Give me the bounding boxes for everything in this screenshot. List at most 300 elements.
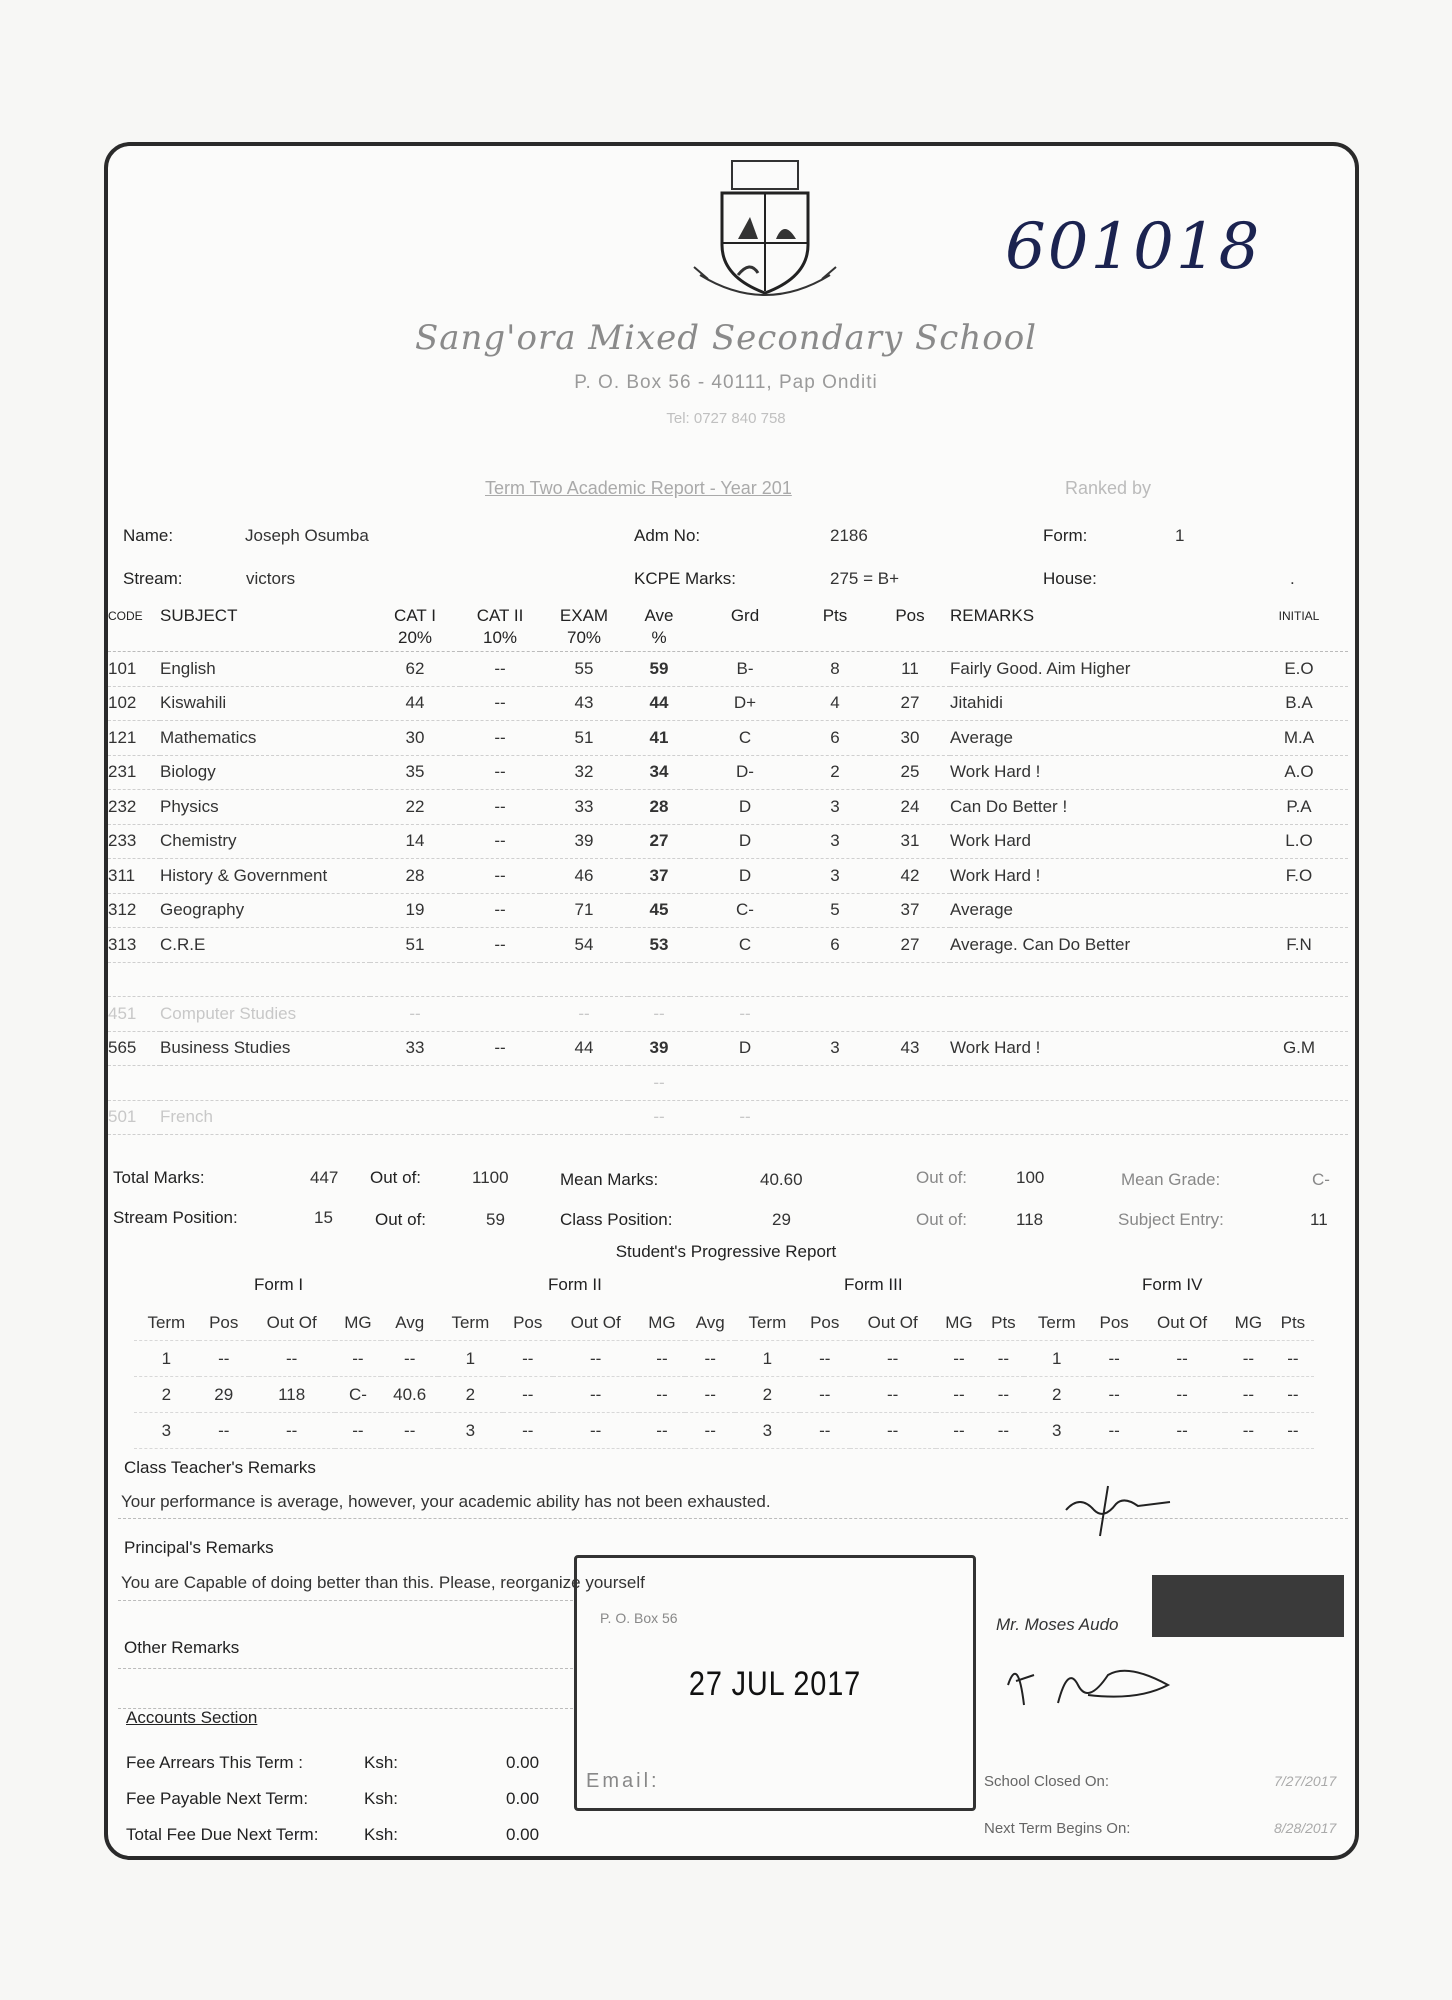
principal-signature-icon: [998, 1645, 1178, 1725]
cell-pts: [800, 1066, 870, 1101]
cell-code: 102: [108, 686, 160, 721]
progress-cell: 2: [134, 1377, 199, 1413]
cell-code: 121: [108, 721, 160, 756]
table-row: [108, 1100, 1348, 1135]
cell-subject: Chemistry: [160, 824, 370, 859]
progress-cell: 1: [134, 1341, 199, 1377]
cell-grd: D: [690, 859, 800, 894]
cell-ave: 37: [628, 859, 690, 894]
cell-remarks: Work Hard: [950, 824, 1250, 859]
progress-header-cell: Out Of: [553, 1305, 639, 1341]
progress-cell: C-: [335, 1377, 382, 1413]
cell-exam: 51: [540, 721, 628, 756]
cell-initial: M.A: [1250, 721, 1348, 756]
cell-subject: C.R.E: [160, 928, 370, 963]
progress-cell: --: [553, 1341, 639, 1377]
class-teacher-remarks: Your performance is average, however, your academic ability has not been exhausted.: [121, 1492, 771, 1511]
class-teacher-signature-icon: [1060, 1480, 1180, 1540]
cell-pos: 31: [870, 824, 950, 859]
cell-subject: History & Government: [160, 859, 370, 894]
progress-header-cell: MG: [335, 1305, 382, 1341]
table-row: [108, 824, 1348, 859]
progress-cell: 3: [735, 1413, 800, 1449]
cell-initial: [1250, 997, 1348, 1032]
cell-remarks: Average: [950, 893, 1250, 928]
progress-cell: --: [1139, 1377, 1225, 1413]
cell-pos: 27: [870, 928, 950, 963]
cell-pos: 24: [870, 790, 950, 825]
accounts-title: Accounts Section: [126, 1708, 258, 1727]
cell-remarks: Work Hard !: [950, 755, 1250, 790]
account-cur: Ksh:: [364, 1825, 399, 1844]
progress-cell: --: [850, 1413, 936, 1449]
progress-cell: --: [982, 1341, 1024, 1377]
table-row: [108, 652, 1348, 687]
progress-cell: --: [936, 1413, 983, 1449]
account-amount: 0.00: [506, 1825, 540, 1844]
progress-header-cell: Avg: [685, 1305, 735, 1341]
cell-cat2: --: [460, 790, 540, 825]
account-label: Total Fee Due Next Term:: [126, 1825, 319, 1844]
account-cur: Ksh:: [364, 1753, 399, 1772]
cell-exam: [540, 1066, 628, 1101]
redacted-block: [1152, 1575, 1344, 1637]
cell-cat2: [460, 997, 540, 1032]
school-crest-icon: [680, 155, 850, 305]
form-value: 1: [1175, 526, 1185, 545]
progress-cell: --: [1089, 1341, 1139, 1377]
progress-header-cell: Pos: [503, 1305, 553, 1341]
cell-initial: A.O: [1250, 755, 1348, 790]
progress-header-cell: Pos: [199, 1305, 249, 1341]
cell-code: 501: [108, 1100, 160, 1135]
cell-initial: [1250, 962, 1348, 997]
cell-remarks: [950, 997, 1250, 1032]
cell-exam: --: [540, 997, 628, 1032]
progress-cell: --: [503, 1413, 553, 1449]
progress-cell: 1: [438, 1341, 503, 1377]
progress-cell: 1: [1024, 1341, 1089, 1377]
progress-row: [134, 1413, 1314, 1449]
progress-cell: --: [249, 1413, 335, 1449]
progress-header-cell: MG: [936, 1305, 983, 1341]
col-pts: Pts: [800, 603, 870, 652]
cell-remarks: Can Do Better !: [950, 790, 1250, 825]
col-exam: EXAM 70%: [540, 603, 628, 652]
account-cur: Ksh:: [364, 1789, 399, 1808]
progress-cell: --: [553, 1377, 639, 1413]
col-cat2: CAT II 10%: [460, 603, 540, 652]
cell-cat1: [370, 962, 460, 997]
cell-ave: --: [628, 1100, 690, 1135]
cell-cat2: --: [460, 893, 540, 928]
progress-header-cell: MG: [1225, 1305, 1272, 1341]
cell-pts: 2: [800, 755, 870, 790]
cell-cat1: 14: [370, 824, 460, 859]
progress-cell: 118: [249, 1377, 335, 1413]
progress-cell: --: [335, 1341, 382, 1377]
mean-marks: 40.60: [760, 1170, 803, 1189]
cell-exam: 71: [540, 893, 628, 928]
account-label: Fee Payable Next Term:: [126, 1789, 309, 1808]
total-outof: 1100: [472, 1168, 509, 1187]
progress-cell: --: [553, 1413, 639, 1449]
cell-grd: D: [690, 824, 800, 859]
cell-grd: --: [690, 1100, 800, 1135]
cell-initial: [1250, 1066, 1348, 1101]
mean-grade-label: Mean Grade:: [1121, 1170, 1221, 1189]
progress-cell: --: [503, 1377, 553, 1413]
table-row: [108, 928, 1348, 963]
cell-grd: [690, 1066, 800, 1101]
cell-cat2: --: [460, 859, 540, 894]
progress-cell: --: [249, 1341, 335, 1377]
cell-exam: 54: [540, 928, 628, 963]
progress-cell: --: [381, 1341, 438, 1377]
progress-cell: 1: [735, 1341, 800, 1377]
cell-cat2: [460, 1066, 540, 1101]
cell-subject: French: [160, 1100, 370, 1135]
kcpe-value: 275 = B+: [830, 569, 900, 588]
cell-pts: 3: [800, 859, 870, 894]
cell-cat1: [370, 1100, 460, 1135]
mean-marks-label: Mean Marks:: [560, 1170, 659, 1189]
cell-ave: --: [628, 1066, 690, 1101]
cell-pos: [870, 1066, 950, 1101]
cell-pts: 6: [800, 928, 870, 963]
cell-cat2: --: [460, 721, 540, 756]
progress-cell: --: [936, 1377, 983, 1413]
stamp-top-text: P. O. Box 56: [600, 1610, 678, 1626]
table-row: [108, 962, 1348, 997]
cell-exam: 43: [540, 686, 628, 721]
class-teacher-remarks-title: Class Teacher's Remarks: [124, 1458, 316, 1477]
progress-cell: --: [1139, 1341, 1225, 1377]
cell-code: [108, 1066, 160, 1101]
cell-ave: 34: [628, 755, 690, 790]
progress-title: Student's Progressive Report: [615, 1242, 837, 1261]
subject-entry: 11: [1310, 1210, 1328, 1229]
cell-cat2: --: [460, 755, 540, 790]
cell-grd: C: [690, 928, 800, 963]
principal-remarks-title: Principal's Remarks: [124, 1538, 274, 1557]
cell-cat2: --: [460, 686, 540, 721]
cell-exam: 55: [540, 652, 628, 687]
cell-pts: 5: [800, 893, 870, 928]
cell-exam: 33: [540, 790, 628, 825]
progress-cell: 2: [438, 1377, 503, 1413]
table-row: [108, 1066, 1348, 1101]
cell-initial: L.O: [1250, 824, 1348, 859]
cell-cat2: --: [460, 652, 540, 687]
cell-exam: [540, 962, 628, 997]
cell-cat2: --: [460, 1031, 540, 1066]
cell-subject: Mathematics: [160, 721, 370, 756]
progress-header-cell: Pts: [1272, 1305, 1314, 1341]
cell-cat2: [460, 962, 540, 997]
stream-outof-label: Out of:: [375, 1210, 427, 1229]
cell-grd: C: [690, 721, 800, 756]
ranked-by: Ranked by: [1065, 478, 1152, 498]
cell-initial: [1250, 1100, 1348, 1135]
progress-table: [134, 1305, 1314, 1449]
progress-cell: --: [800, 1341, 850, 1377]
cell-exam: 32: [540, 755, 628, 790]
progress-row: [134, 1377, 1314, 1413]
cell-grd: D: [690, 1031, 800, 1066]
progress-cell: --: [685, 1341, 735, 1377]
progress-cell: --: [639, 1341, 686, 1377]
stream-value: victors: [246, 569, 296, 588]
cell-remarks: Fairly Good. Aim Higher: [950, 652, 1250, 687]
cell-initial: E.O: [1250, 652, 1348, 687]
form-3-heading: Form III: [844, 1275, 903, 1294]
progress-cell: --: [982, 1377, 1024, 1413]
progress-cell: 3: [438, 1413, 503, 1449]
cell-grd: D-: [690, 755, 800, 790]
cell-remarks: Average. Can Do Better: [950, 928, 1250, 963]
progress-header-cell: Avg: [381, 1305, 438, 1341]
cell-cat2: --: [460, 824, 540, 859]
progress-cell: 29: [199, 1377, 249, 1413]
cell-pos: [870, 962, 950, 997]
cell-code: 312: [108, 893, 160, 928]
progress-header-row: [134, 1305, 1314, 1341]
cell-subject: Business Studies: [160, 1031, 370, 1066]
cell-pos: 25: [870, 755, 950, 790]
cell-pts: 8: [800, 652, 870, 687]
progress-cell: 2: [1024, 1377, 1089, 1413]
progress-header-cell: Pts: [982, 1305, 1024, 1341]
table-row: [108, 893, 1348, 928]
cell-initial: B.A: [1250, 686, 1348, 721]
mean-outof: 100: [1016, 1168, 1045, 1187]
cell-pos: 30: [870, 721, 950, 756]
progress-cell: --: [1272, 1341, 1314, 1377]
cell-remarks: [950, 1100, 1250, 1135]
name-label: Name:: [123, 526, 174, 545]
cell-grd: D+: [690, 686, 800, 721]
cell-cat1: 28: [370, 859, 460, 894]
cell-pos: [870, 997, 950, 1032]
col-ave: Ave %: [628, 603, 690, 652]
kcpe-label: KCPE Marks:: [634, 569, 737, 588]
cell-grd: D: [690, 790, 800, 825]
cell-remarks: Work Hard !: [950, 1031, 1250, 1066]
progress-cell: 40.6: [381, 1377, 438, 1413]
principal-remarks: You are Capable of doing better than this. Please, reorganize yourself: [121, 1573, 645, 1592]
cell-cat1: 51: [370, 928, 460, 963]
cell-cat1: [370, 1066, 460, 1101]
progress-cell: --: [850, 1341, 936, 1377]
table-row: [108, 721, 1348, 756]
cell-grd: B-: [690, 652, 800, 687]
col-grd: Grd: [690, 603, 800, 652]
progress-cell: --: [1272, 1413, 1314, 1449]
progress-header-cell: Pos: [800, 1305, 850, 1341]
cell-pts: [800, 962, 870, 997]
progress-cell: --: [850, 1377, 936, 1413]
cell-cat2: --: [460, 928, 540, 963]
cell-subject: Biology: [160, 755, 370, 790]
cell-cat1: 35: [370, 755, 460, 790]
cell-cat1: 22: [370, 790, 460, 825]
class-position-label: Class Position:: [560, 1210, 673, 1229]
progress-cell: --: [1272, 1377, 1314, 1413]
progress-cell: --: [1089, 1413, 1139, 1449]
progress-header-cell: Term: [438, 1305, 503, 1341]
school-closed-label: School Closed On:: [984, 1773, 1110, 1790]
student-name: Joseph Osumba: [245, 526, 369, 545]
cell-pts: [800, 997, 870, 1032]
next-term-date: 8/28/2017: [1274, 1820, 1337, 1836]
cell-remarks: [950, 962, 1250, 997]
cell-cat1: 44: [370, 686, 460, 721]
house-label: House:: [1043, 569, 1097, 588]
progress-cell: --: [1225, 1377, 1272, 1413]
cell-pos: 43: [870, 1031, 950, 1066]
cell-subject: [160, 1066, 370, 1101]
cell-exam: 39: [540, 824, 628, 859]
progress-row: [134, 1341, 1314, 1377]
cell-remarks: Work Hard !: [950, 859, 1250, 894]
cell-pos: 42: [870, 859, 950, 894]
form-2-heading: Form II: [548, 1275, 602, 1294]
cell-remarks: Jitahidi: [950, 686, 1250, 721]
progress-header-cell: Term: [1024, 1305, 1089, 1341]
cell-subject: Computer Studies: [160, 997, 370, 1032]
table-row: [108, 1031, 1348, 1066]
col-code: CODE: [108, 603, 160, 652]
col-initial: INITIAL: [1250, 603, 1348, 652]
table-row: [108, 997, 1348, 1032]
cell-cat1: 30: [370, 721, 460, 756]
adm-no: 2186: [830, 526, 868, 545]
progress-cell: --: [199, 1341, 249, 1377]
cell-pos: 27: [870, 686, 950, 721]
account-label: Fee Arrears This Term :: [126, 1753, 303, 1772]
marks-table: [108, 603, 1348, 1135]
cell-subject: Physics: [160, 790, 370, 825]
cell-cat1: 62: [370, 652, 460, 687]
next-term-label: Next Term Begins On:: [984, 1820, 1131, 1837]
cell-pts: 3: [800, 824, 870, 859]
form-label: Form:: [1043, 526, 1088, 545]
table-row: [108, 859, 1348, 894]
stamp-date: 27 JUL 2017: [688, 1665, 862, 1703]
account-amount: 0.00: [506, 1753, 540, 1772]
cell-remarks: [950, 1066, 1250, 1101]
cell-code: 451: [108, 997, 160, 1032]
cell-code: 313: [108, 928, 160, 963]
cell-initial: F.N: [1250, 928, 1348, 963]
cell-pts: 3: [800, 790, 870, 825]
stream-position-label: Stream Position:: [113, 1208, 238, 1227]
adm-label: Adm No:: [634, 526, 701, 545]
cell-code: [108, 962, 160, 997]
progress-cell: --: [685, 1377, 735, 1413]
cell-exam: [540, 1100, 628, 1135]
progress-cell: --: [639, 1413, 686, 1449]
school-name: Sang'ora Mixed Secondary School: [414, 318, 1038, 358]
progress-cell: --: [1089, 1377, 1139, 1413]
handwritten-number: 601018: [1005, 210, 1262, 284]
col-remarks: REMARKS: [950, 603, 1250, 652]
school-address: P. O. Box 56 - 40111, Pap Onditi: [574, 372, 878, 393]
cell-ave: 59: [628, 652, 690, 687]
cell-grd: [690, 962, 800, 997]
cell-exam: 46: [540, 859, 628, 894]
report-title: Term Two Academic Report - Year 201: [485, 478, 792, 498]
cell-cat1: 19: [370, 893, 460, 928]
progress-header-cell: Out Of: [1139, 1305, 1225, 1341]
cell-exam: 44: [540, 1031, 628, 1066]
cell-pts: 3: [800, 1031, 870, 1066]
progress-cell: --: [381, 1413, 438, 1449]
cell-grd: C-: [690, 893, 800, 928]
col-subject: SUBJECT: [160, 603, 370, 652]
cell-cat1: --: [370, 997, 460, 1032]
cell-code: 101: [108, 652, 160, 687]
progress-cell: --: [982, 1413, 1024, 1449]
cell-subject: Geography: [160, 893, 370, 928]
progress-cell: --: [936, 1341, 983, 1377]
cell-ave: 28: [628, 790, 690, 825]
school-closed-date: 7/27/2017: [1274, 1773, 1337, 1789]
progress-cell: --: [639, 1377, 686, 1413]
progress-cell: --: [1225, 1413, 1272, 1449]
progress-cell: 3: [134, 1413, 199, 1449]
total-marks-label: Total Marks:: [113, 1168, 205, 1187]
class-outof: 118: [1016, 1210, 1044, 1229]
stream-outof: 59: [486, 1210, 505, 1229]
class-outof-label: Out of:: [916, 1210, 968, 1229]
cell-initial: [1250, 893, 1348, 928]
form-4-heading: Form IV: [1142, 1275, 1203, 1294]
total-outof-label: Out of:: [370, 1168, 422, 1187]
stamp-bottom-text: Email:: [586, 1770, 660, 1792]
stream-position: 15: [314, 1208, 333, 1227]
progress-header-cell: Pos: [1089, 1305, 1139, 1341]
cell-pts: 4: [800, 686, 870, 721]
total-marks: 447: [310, 1168, 339, 1187]
cell-ave: [628, 962, 690, 997]
progress-cell: 2: [735, 1377, 800, 1413]
mean-grade: C-: [1312, 1170, 1330, 1189]
marks-header-row: [108, 603, 1348, 652]
cell-ave: 45: [628, 893, 690, 928]
cell-pts: [800, 1100, 870, 1135]
progress-header-cell: Out Of: [850, 1305, 936, 1341]
cell-initial: F.O: [1250, 859, 1348, 894]
cell-initial: P.A: [1250, 790, 1348, 825]
progress-header-cell: MG: [639, 1305, 686, 1341]
cell-ave: 41: [628, 721, 690, 756]
subject-entry-label: Subject Entry:: [1118, 1210, 1224, 1229]
progress-cell: --: [685, 1413, 735, 1449]
cell-ave: 39: [628, 1031, 690, 1066]
col-pos: Pos: [870, 603, 950, 652]
progress-header-cell: Out Of: [249, 1305, 335, 1341]
cell-subject: English: [160, 652, 370, 687]
cell-code: 565: [108, 1031, 160, 1066]
progress-cell: --: [335, 1413, 382, 1449]
progress-cell: 3: [1024, 1413, 1089, 1449]
cell-ave: 27: [628, 824, 690, 859]
cell-ave: 53: [628, 928, 690, 963]
progress-cell: --: [503, 1341, 553, 1377]
cell-code: 231: [108, 755, 160, 790]
